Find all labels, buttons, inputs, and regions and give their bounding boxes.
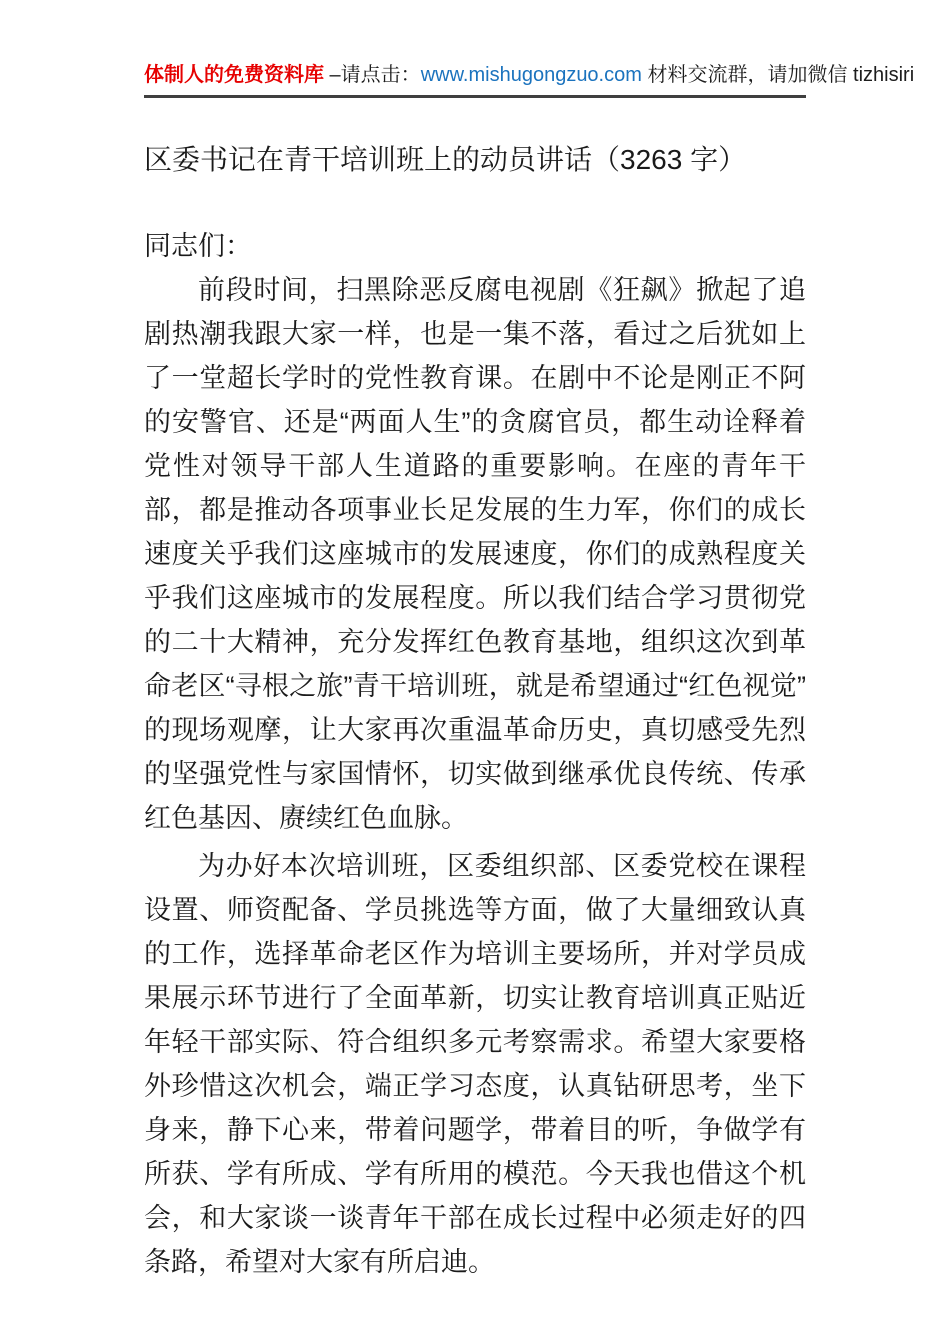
paragraph-1: 前段时间，扫黑除恶反腐电视剧《狂飙》掀起了追剧热潮我跟大家一样，也是一集不落，看过之后犹如上了一堂超长学时的党性教育课。在剧中不论是刚正不阿的安警官、还是“两面人生”的贪腐官员，都生动诠释着党性对领导干部人生道路的重要影响。在座的青年干部，都是推动各项事业长足发展的生力军，你们的成长速度关乎我们这座城市的发展速度，你们的成熟程度关乎我们这座城市的发展程度。所以我们结合学习贯彻党的二十大精神，充分发挥红色教育基地，组织这次到革命老区“寻根之旅”青干培训班，就是希望通过“红色视觉”的现场观摩，让大家再次重温革命历史，真切感受先烈的坚强党性与家国情怀，切实做到继承优良传统、传承红色基因、赓续红色血脉。 <box>144 275 806 833</box>
promo-header <box>144 62 915 98</box>
click-prompt-text: –请点击： <box>324 64 421 86</box>
site-link[interactable]: www.mishugongzuo.com <box>420 64 642 86</box>
paragraph-2: 为办好本次培训班，区委组织部、区委党校在课程设置、师资配备、学员挑选等方面，做了大量细致认真的工作，选择革命老区作为培训主要场所，并对学员成果展示环节进行了全面革新，切实让教育培训真正贴近年轻干部实际、符合组织多元考察需求。希望大家要格外珍惜这次机会，端正学习态度，认真钻研思考，坐下身来，静下心来，带着问题学，带着目的听，争做学有所获、学有所成、学有所用的模范。今天我也借这个机会，和大家谈一谈青年干部在成长过程中必须走好的四条路，希望对大家有所启迪。 <box>144 851 806 1277</box>
brand-text: 体制人的免费资料库 <box>144 64 324 86</box>
page-title: 区委书记在青干培训班上的动员讲话（3263 字） <box>144 144 747 175</box>
contact-text: 材料交流群，请加微信 tizhisiri <box>641 64 915 86</box>
salutation: 同志们： <box>144 231 252 261</box>
content-column <box>144 62 915 1284</box>
